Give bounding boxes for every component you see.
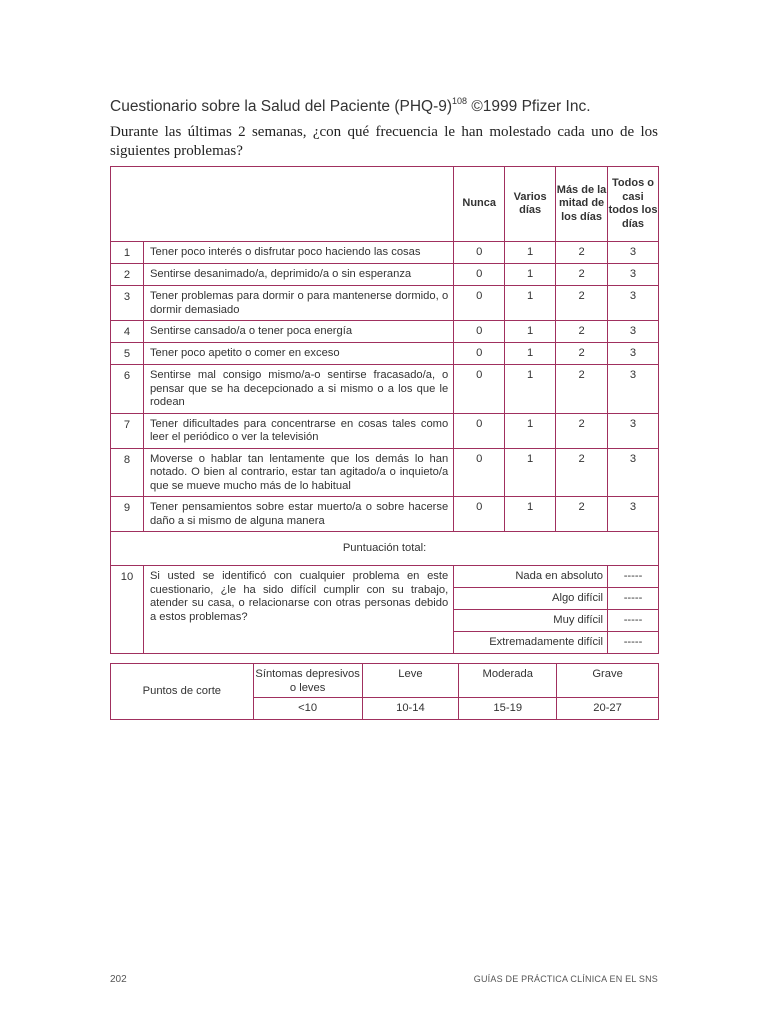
table-row bbox=[111, 448, 659, 497]
total-row bbox=[111, 532, 659, 566]
item-number: 7 bbox=[111, 413, 144, 448]
cutoff-header-row bbox=[111, 664, 659, 698]
score-cell[interactable]: 1 bbox=[505, 343, 556, 365]
score-cell[interactable]: 2 bbox=[556, 264, 608, 286]
page-title bbox=[110, 98, 591, 116]
cutoff-label: Puntos de corte bbox=[111, 664, 254, 720]
cutoff-category: Leve bbox=[362, 664, 459, 698]
col-header-nunca: Nunca bbox=[454, 167, 505, 242]
header-row bbox=[111, 167, 659, 242]
col-header-casi-todos: Todos o casi todos los días bbox=[608, 167, 659, 242]
item10-row bbox=[111, 566, 659, 588]
table-row bbox=[111, 343, 659, 365]
score-cell[interactable]: 2 bbox=[556, 343, 608, 365]
score-cell[interactable]: 1 bbox=[505, 242, 556, 264]
phq9-table bbox=[110, 166, 659, 654]
table-row bbox=[111, 321, 659, 343]
item-text: Sentirse desanimado/a, deprimido/a o sin esperanza bbox=[143, 264, 453, 286]
header-empty-cell bbox=[111, 167, 454, 242]
table-row bbox=[111, 365, 659, 414]
table-row bbox=[111, 264, 659, 286]
score-cell[interactable]: 0 bbox=[454, 365, 505, 414]
item-text: Tener problemas para dormir o para mantenerse dormido, o dormir demasiado bbox=[143, 286, 453, 321]
item-text: Sentirse mal consigo mismo/a-o sentirse fracasado/a, o pensar que se ha decepcionado a si mismo o a los que le rodean bbox=[143, 365, 453, 414]
score-cell[interactable]: 3 bbox=[608, 286, 659, 321]
score-cell[interactable]: 0 bbox=[454, 264, 505, 286]
score-cell[interactable]: 3 bbox=[608, 264, 659, 286]
score-cell[interactable]: 1 bbox=[505, 286, 556, 321]
total-score-label: Puntuación total: bbox=[111, 532, 659, 566]
item-number: 8 bbox=[111, 448, 144, 497]
score-cell[interactable]: 0 bbox=[454, 448, 505, 497]
score-cell[interactable]: 0 bbox=[454, 242, 505, 264]
score-cell[interactable]: 2 bbox=[556, 242, 608, 264]
cutoff-range: <10 bbox=[253, 698, 362, 720]
score-cell[interactable]: 2 bbox=[556, 448, 608, 497]
table-row bbox=[111, 242, 659, 264]
cutoff-range: 20-27 bbox=[557, 698, 659, 720]
difficulty-option-label: Algo difícil bbox=[454, 588, 608, 610]
page-number: 202 bbox=[110, 974, 127, 985]
item-text: Tener pensamientos sobre estar muerto/a o sobre hacerse daño a si mismo de alguna manera bbox=[143, 497, 453, 532]
score-cell[interactable]: 0 bbox=[454, 321, 505, 343]
score-cell[interactable]: 2 bbox=[556, 286, 608, 321]
score-cell[interactable]: 2 bbox=[556, 497, 608, 532]
table-row bbox=[111, 497, 659, 532]
score-cell[interactable]: 3 bbox=[608, 497, 659, 532]
item-text: Tener poco interés o disfrutar poco haciendo las cosas bbox=[143, 242, 453, 264]
score-cell[interactable]: 3 bbox=[608, 413, 659, 448]
intro-question: Durante las últimas 2 semanas, ¿con qué frecuencia le han molestado cada uno de los siguientes problemas? bbox=[110, 124, 658, 159]
item-number: 3 bbox=[111, 286, 144, 321]
score-cell[interactable]: 1 bbox=[505, 497, 556, 532]
score-cell[interactable]: 0 bbox=[454, 286, 505, 321]
title-reference: 108 bbox=[452, 96, 468, 106]
table-row bbox=[111, 413, 659, 448]
score-cell[interactable]: 2 bbox=[556, 413, 608, 448]
difficulty-option-blank[interactable]: ----- bbox=[608, 610, 659, 632]
score-cell[interactable]: 0 bbox=[454, 343, 505, 365]
score-cell[interactable]: 1 bbox=[505, 448, 556, 497]
cutoff-category: Grave bbox=[557, 664, 659, 698]
score-cell[interactable]: 1 bbox=[505, 365, 556, 414]
cutoff-table bbox=[110, 663, 659, 720]
table-row bbox=[111, 286, 659, 321]
running-footer: GUÍAS DE PRÁCTICA CLÍNICA EN EL SNS bbox=[473, 974, 658, 984]
item-text: Tener poco apetito o comer en exceso bbox=[143, 343, 453, 365]
item-text: Sentirse cansado/a o tener poca energía bbox=[143, 321, 453, 343]
cutoff-range: 15-19 bbox=[459, 698, 557, 720]
score-cell[interactable]: 1 bbox=[505, 321, 556, 343]
item-text: Moverse o hablar tan lentamente que los demás lo han notado. O bien al contrario, estar tan agitado/a o inquieto/a que se mueve mucho más de lo habitual bbox=[143, 448, 453, 497]
difficulty-option-label: Extremadamente difícil bbox=[454, 632, 608, 654]
score-cell[interactable]: 3 bbox=[608, 242, 659, 264]
difficulty-option-blank[interactable]: ----- bbox=[608, 566, 659, 588]
cutoff-range: 10-14 bbox=[362, 698, 459, 720]
item-number: 9 bbox=[111, 497, 144, 532]
score-cell[interactable]: 2 bbox=[556, 321, 608, 343]
score-cell[interactable]: 2 bbox=[556, 365, 608, 414]
score-cell[interactable]: 3 bbox=[608, 448, 659, 497]
cutoff-category: Moderada bbox=[459, 664, 557, 698]
item-text: Si usted se identificó con cualquier problema en este cuestionario, ¿le ha sido difícil cumplir con su trabajo, atender su casa, o relacionarse con otras personas debido a estos problemas? bbox=[143, 566, 453, 654]
score-cell[interactable]: 0 bbox=[454, 413, 505, 448]
item-number: 4 bbox=[111, 321, 144, 343]
score-cell[interactable]: 0 bbox=[454, 497, 505, 532]
col-header-varios-dias: Varios días bbox=[505, 167, 556, 242]
col-header-mas-mitad: Más de la mitad de los días bbox=[556, 167, 608, 242]
difficulty-option-blank[interactable]: ----- bbox=[608, 632, 659, 654]
title-text: Cuestionario sobre la Salud del Paciente (PHQ-9) bbox=[110, 98, 453, 115]
item-number: 6 bbox=[111, 365, 144, 414]
score-cell[interactable]: 3 bbox=[608, 321, 659, 343]
item-number: 5 bbox=[111, 343, 144, 365]
title-copyright: ©1999 Pfizer Inc. bbox=[467, 98, 591, 115]
score-cell[interactable]: 3 bbox=[608, 365, 659, 414]
item-text: Tener dificultades para concentrarse en cosas tales como leer el periódico o ver la televisión bbox=[143, 413, 453, 448]
item-number: 2 bbox=[111, 264, 144, 286]
score-cell[interactable]: 1 bbox=[505, 413, 556, 448]
score-cell[interactable]: 1 bbox=[505, 264, 556, 286]
item-number: 10 bbox=[111, 566, 144, 654]
item-number: 1 bbox=[111, 242, 144, 264]
difficulty-option-blank[interactable]: ----- bbox=[608, 588, 659, 610]
difficulty-option-label: Muy difícil bbox=[454, 610, 608, 632]
cutoff-category: Síntomas depresivos o leves bbox=[253, 664, 362, 698]
score-cell[interactable]: 3 bbox=[608, 343, 659, 365]
difficulty-option-label: Nada en absoluto bbox=[454, 566, 608, 588]
